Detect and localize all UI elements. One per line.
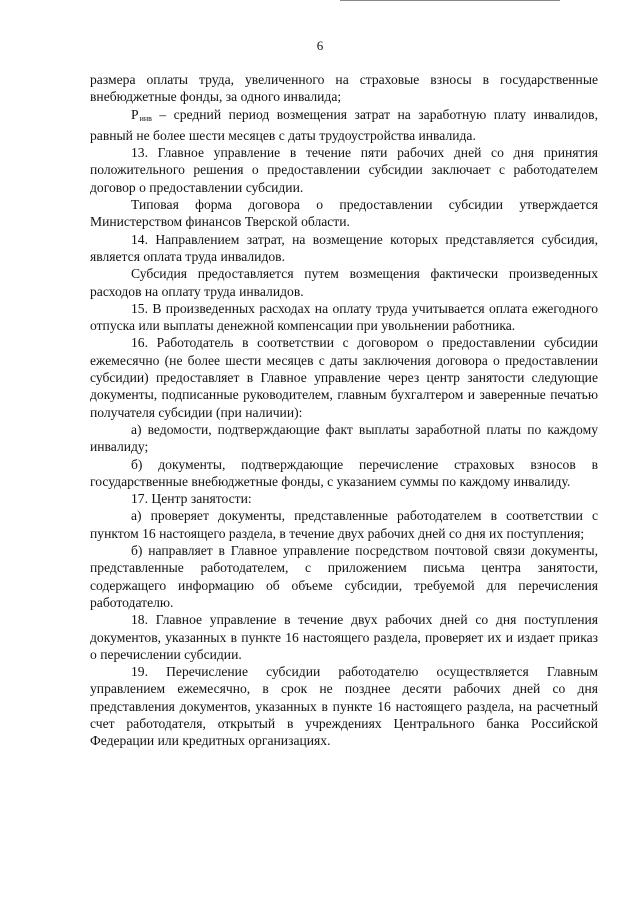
paragraph-16: 16. Работодатель в соответствии с договором о предоставлении субсидии ежемесячно (не более шести месяцев с даты заключения договора о предоставлении субсидии) предоставляет в Главное управление через центр занятости следующие документы, подписанные руководителем, главным бухгалтером и заверенные печатью получателя субсидии (при наличии): [90,335,598,420]
paragraph-formula-definition [90,106,598,145]
paragraph-15: 15. В произведенных расходах на оплату труда учитывается оплата ежегодного отпуска или выплаты денежной компенсации при увольнении работника. [90,300,598,334]
paragraph-18: 18. Главное управление в течение двух рабочих дней со дня поступления документов, указанных в пункте 16 настоящего раздела, проверяет их и издает приказ о перечислении субсидии. [90,612,598,662]
paragraph-14-subsidy: Субсидия предоставляется путем возмещения фактически произведенных расходов на оплату труда инвалидов. [90,266,598,299]
page-number: 6 [316,38,324,53]
formula-variable [131,107,152,122]
paragraph-16-b: б) документы, подтверждающие перечисление страховых взносов в государственные внебюджетные фонды, с указанием суммы по каждому инвалиду. [90,456,598,489]
paragraph-13: 13. Главное управление в течение пяти рабочих дней со дня принятия положительного решения о предоставлении субсидии заключает с работодателем договор о предоставлении субсидии. [90,145,598,195]
formula-definition-text: – средний период возмещения затрат на заработную плату инвалидов, равный не более шести месяцев с даты трудоустройства инвалида. [90,106,599,143]
paragraph-17-a: а) проверяет документы, представленные работодателем в соответствии с пунктом 16 настоящего раздела, в течение двух рабочих дней со дня их поступления; [90,508,598,541]
top-edge-line [340,0,560,3]
paragraph-16-a: а) ведомости, подтверждающие факт выплаты заработной платы по каждому инвалиду; [90,421,598,455]
paragraph-17: 17. Центр занятости: [131,491,252,507]
paragraph-17-b: б) направляет в Главное управление посредством почтовой связи документы, представленные работодателем, с приложением письма центра занятости, содержащего информацию об объеме субсидии, требуемой для перечисления работодателю. [90,543,598,610]
formula-symbol: Р [131,106,139,122]
paragraph-19: 19. Перечисление субсидии работодателю осуществляется Главным управлением ежемесячно, в срок не позднее десяти рабочих дней со дня представления документов, указанных в пункте 16 настоящего раздела, на расчетный счет работодателя, открытый в учреждениях Центрального банка Российской Федерации или кредитных организациях. [90,664,598,749]
paragraph-continuation: размера оплаты труда, увеличенного на страховые взносы в государственные внебюджетные фонды, за одного инвалида; [90,72,598,105]
formula-subscript: инв [139,113,152,123]
paragraph-13-form: Типовая форма договора о предоставлении субсидии утверждается Министерством финансов Тверской области. [90,197,598,230]
paragraph-14: 14. Направлением затрат, на возмещение которых представляется субсидия, является оплата труда инвалидов. [90,231,598,264]
document-body [90,71,598,750]
